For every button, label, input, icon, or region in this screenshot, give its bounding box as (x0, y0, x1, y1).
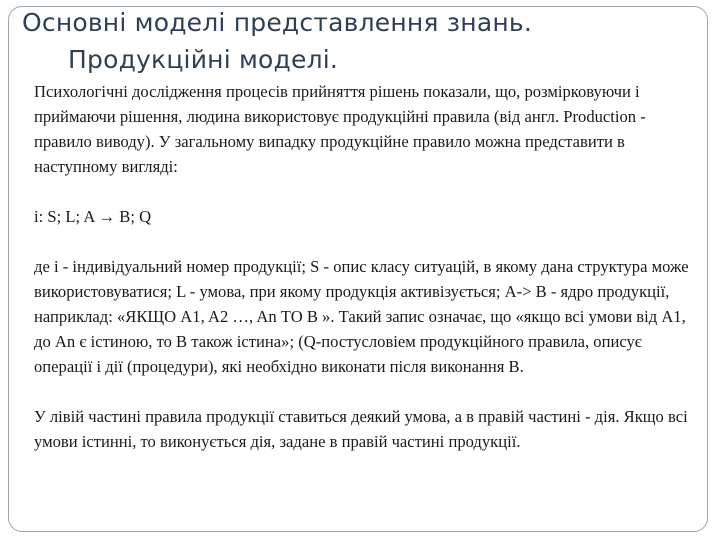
slide-title (22, 4, 702, 78)
slide-title-line-2: Продукційні моделі. (68, 45, 339, 74)
paragraph-intro: Психологічні дослідження процесів прийняття рішень показали, що, розмірковуючи і приймаючи рішення, людина використовує продукційні правила (від англ. Production - правило виводу). У загальному випадку продукційне правило можна представити в наступному вигляді: (34, 82, 646, 176)
slide-body (34, 79, 702, 454)
paragraph-definitions: де i - індивідуальний номер продукції; S - опис класу ситуацій, в якому дана структура може використовуватися; L - умова, при якому продукція активізується; A-> B - ядро продукції, наприклад: «ЯКЩО A1, A2 …, An ТО B ». Такий запис означає, що «якщо всі умови від A1, до An є істиною, то B також істина»; (Q-постусловіем продукційного правила, описує операції і дії (процедури), які необхідно виконати після виконання B. (34, 257, 689, 376)
slide-title-line-1: Основні моделі представлення знань. (22, 8, 532, 37)
paragraph-conclusion: У лівій частині правила продукції ставиться деякий умова, а в правій частині - дія. Якщо всі умови істинні, то виконується дія, задане в правій частині продукції. (34, 407, 688, 451)
paragraph-formula: i: S; L; A → B; Q (34, 207, 152, 226)
